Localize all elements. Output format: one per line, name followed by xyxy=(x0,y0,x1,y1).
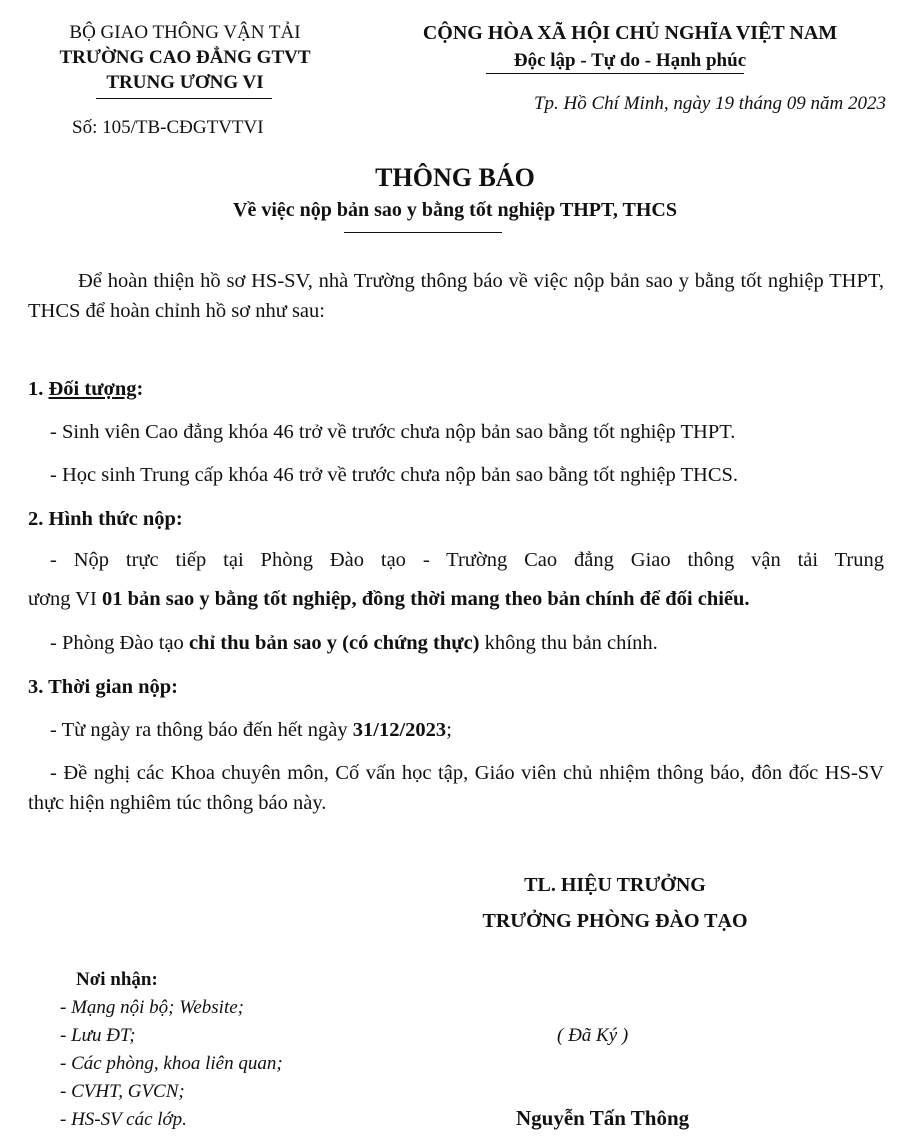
section3-heading: 3. Thời gian nộp: xyxy=(28,676,178,698)
recipient-item: - CVHT, GVCN; xyxy=(60,1081,185,1102)
section2-item-2-emphasis: chỉ thu bản sao y (có chứng thực) xyxy=(188,632,480,654)
section1-number: 1. xyxy=(28,378,49,400)
section3-item-1 xyxy=(50,715,890,745)
section1-heading-colon: : xyxy=(136,378,144,400)
ministry-name: BỘ GIAO THÔNG VẬN TẢI xyxy=(69,22,301,43)
recipient-item: - Các phòng, khoa liên quan; xyxy=(60,1053,283,1074)
national-heading xyxy=(370,20,890,74)
issuer-underline xyxy=(96,98,272,99)
section3-deadline: 31/12/2023 xyxy=(352,719,447,741)
section3-item-1-suffix: ; xyxy=(446,719,452,741)
recipients-heading: Nơi nhận: xyxy=(76,969,158,990)
signature-title-line1: TL. HIỆU TRƯỞNG xyxy=(524,874,706,896)
motto-underline xyxy=(486,73,744,74)
document-number: Số: 105/TB-CĐGTVTVI xyxy=(72,117,264,138)
section2-item-1-line1: - Nộp trực tiếp tại Phòng Đào tạo - Trường Cao đẳng Giao thông vận tải Trung xyxy=(50,549,884,571)
signature-title-line2: TRƯỞNG PHÒNG ĐÀO TẠO xyxy=(482,910,748,932)
section2-item-2-suffix: không thu bản chính. xyxy=(479,632,658,654)
recipient-item: - HS-SV các lớp. xyxy=(60,1109,187,1130)
section3-item-1-prefix: - Từ ngày ra thông báo đến hết ngày xyxy=(50,719,353,741)
place-and-date: Tp. Hồ Chí Minh, ngày 19 tháng 09 năm 2023 xyxy=(533,93,886,114)
title-underline xyxy=(344,232,502,233)
country-name: CỘNG HÒA XÃ HỘI CHỦ NGHĨA VIỆT NAM xyxy=(422,22,838,44)
issuer-block xyxy=(20,20,350,95)
section2-item-2 xyxy=(50,628,890,658)
school-name-line1: TRƯỜNG CAO ĐẲNG GTVT xyxy=(59,47,311,68)
signed-note: ( Đã Ký ) xyxy=(557,1025,629,1046)
section2-item-1-lead: ương VI xyxy=(28,588,102,610)
document-subtitle: Về việc nộp bản sao y bằng tốt nghiệp THPT, THCS xyxy=(233,199,677,221)
section2-item-2-prefix: - Phòng Đào tạo xyxy=(50,632,189,654)
section2-item-1-emphasis: 01 bản sao y bằng tốt nghiệp, đồng thời mang theo bản chính để đối chiếu. xyxy=(101,588,750,610)
signer-name: Nguyễn Tấn Thông xyxy=(516,1106,690,1130)
document-title: THÔNG BÁO xyxy=(375,163,535,192)
section1-heading-text: Đối tượng xyxy=(48,378,137,400)
section3-item-2: - Đề nghị các Khoa chuyên môn, Cố vấn học tập, Giáo viên chủ nhiệm thông báo, đôn đốc HS-SV thực hiện nghiêm túc thông báo này. xyxy=(28,762,884,814)
intro-paragraph: Để hoàn thiện hồ sơ HS-SV, nhà Trường thông báo về việc nộp bản sao y bằng tốt nghiệp THPT, THCS để hoàn chỉnh hồ sơ như sau: xyxy=(28,270,884,322)
section1-item-1: - Sinh viên Cao đẳng khóa 46 trở về trước chưa nộp bản sao bằng tốt nghiệp THPT. xyxy=(50,421,736,443)
recipient-item: - Mạng nội bộ; Website; xyxy=(60,997,244,1018)
section2-item-1-line2 xyxy=(28,584,908,614)
section1-heading xyxy=(28,374,143,404)
recipient-item: - Lưu ĐT; xyxy=(60,1025,136,1046)
section2-heading: 2. Hình thức nộp: xyxy=(28,508,183,530)
section1-item-2: - Học sinh Trung cấp khóa 46 trở về trước chưa nộp bản sao bằng tốt nghiệp THCS. xyxy=(50,464,739,486)
school-name-line2: TRUNG ƯƠNG VI xyxy=(106,72,264,93)
national-motto: Độc lập - Tự do - Hạnh phúc xyxy=(513,50,747,71)
